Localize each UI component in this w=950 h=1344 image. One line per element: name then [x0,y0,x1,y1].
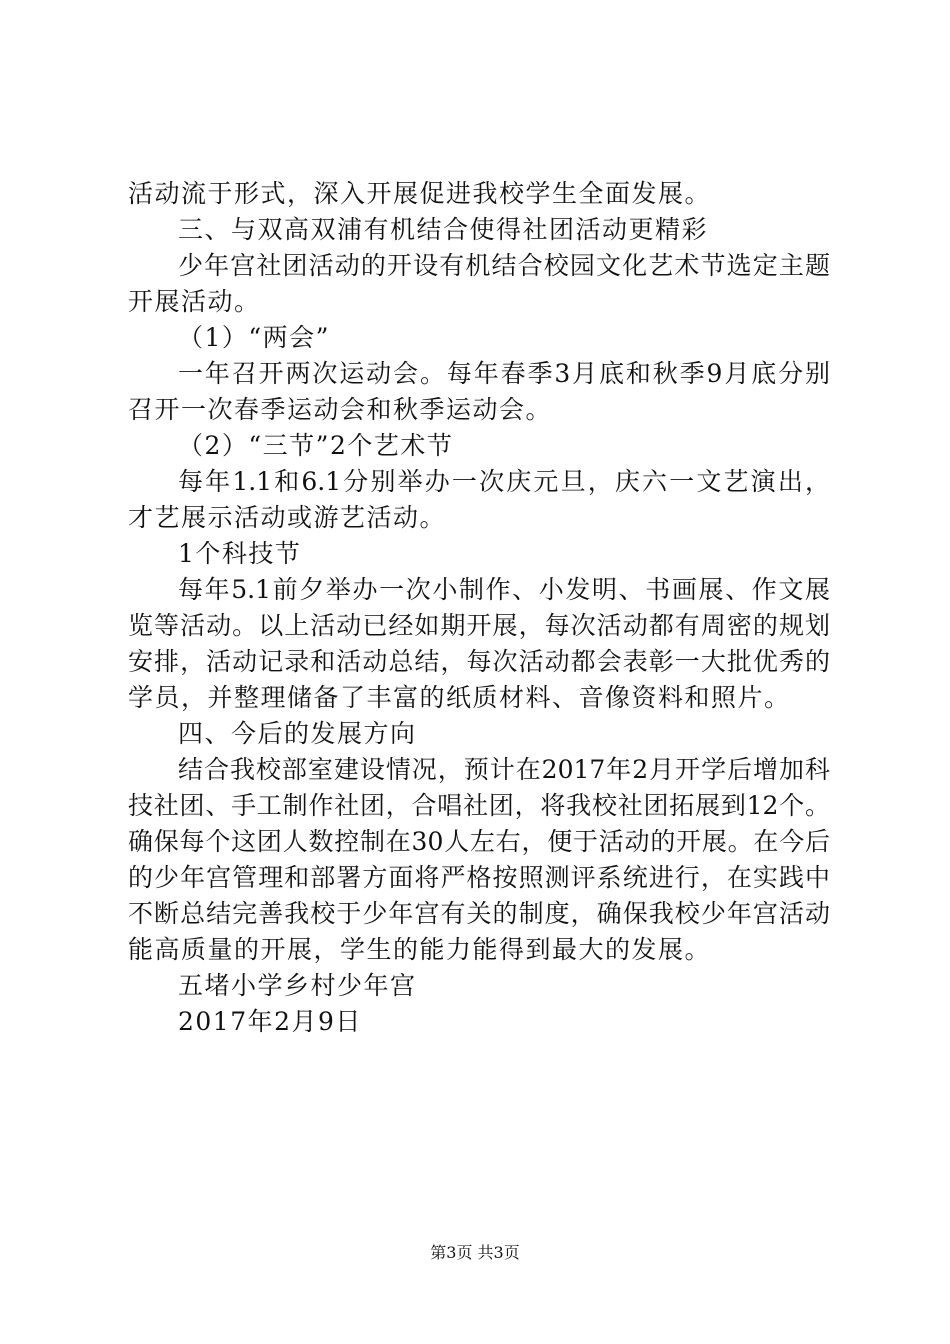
text-line: 每年5.1前夕举办一次小制作、小发明、书画展、作文展 [178,575,830,604]
text-line: 览等活动。以上活动已经如期开展，每次活动都有周密的规划 [128,611,830,640]
text-line: 学员，并整理储备了丰富的纸质材料、音像资料和照片。 [128,683,791,712]
text-line: 能高质量的开展，学生的能力能得到最大的发展。 [128,935,712,964]
section-heading: 四、今后的发展方向 [178,719,417,748]
text-line: 召开一次春季运动会和秋季运动会。 [128,395,553,424]
subheading: （1）“两会” [178,323,330,352]
text-line: 少年宫社团活动的开设有机结合校园文化艺术节选定主题 [178,251,830,280]
text-line: 活动流于形式，深入开展促进我校学生全面发展。 [128,179,712,208]
page-footer: 第3页 共3页 [430,1243,520,1262]
section-heading: 三、与双高双浦有机结合使得社团活动更精彩 [178,215,709,244]
subheading: （2）“三节”2个艺术节 [178,431,454,460]
text-line: 安排，活动记录和活动总结，每次活动都会表彰一大批优秀的 [128,647,830,676]
text-line: 才艺展示活动或游艺活动。 [128,503,447,532]
text-line: 的少年宫管理和部署方面将严格按照测评系统进行，在实践中 [128,863,830,892]
text-line: 确保每个这团人数控制在30人左右，便于活动的开展。在今后 [128,827,830,856]
text-line: 技社团、手工制作社团，合唱社团，将我校社团拓展到12个。 [128,791,830,820]
signature-organization: 五堵小学乡村少年宫 [178,971,417,1000]
signature-date: 2017年2月9日 [178,1007,362,1036]
text-line: 一年召开两次运动会。每年春季3月底和秋季9月底分别 [178,359,830,388]
text-line: 开展活动。 [128,287,261,316]
text-line: 不断总结完善我校于少年宫有关的制度，确保我校少年宫活动 [128,899,830,928]
text-line: 结合我校部室建设情况，预计在2017年2月开学后增加科 [178,755,830,784]
text-line: 每年1.1和6.1分别举办一次庆元旦，庆六一文艺演出， [178,467,830,496]
subheading: 1个科技节 [178,539,302,568]
